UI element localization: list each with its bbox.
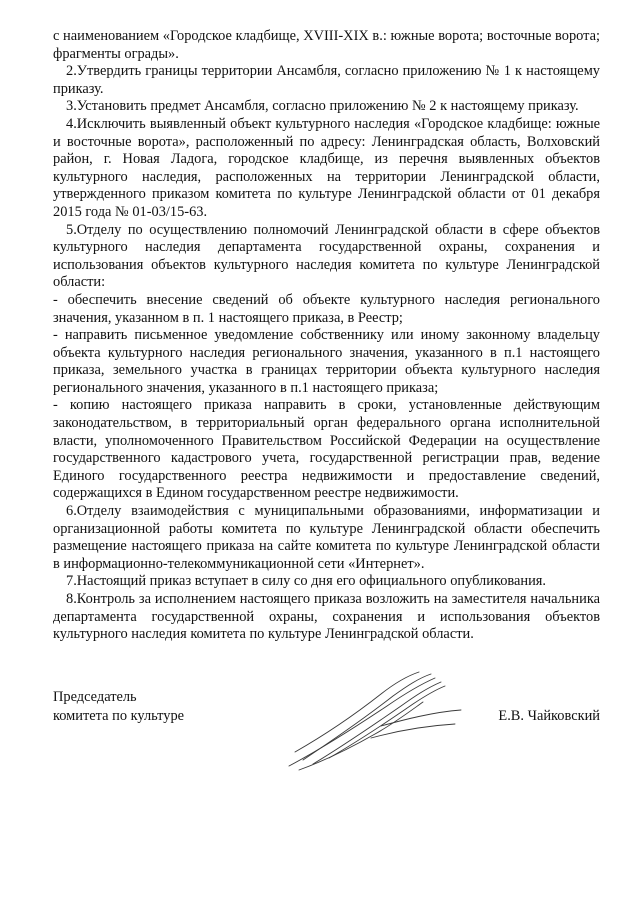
signatory-title-line1: Председатель xyxy=(53,689,137,705)
paragraph-subitem-register: - обеспечить внесение сведений об объекте культурного наследия регионального значения, указанном в п. 1 настоящего приказа, в Реестр; xyxy=(53,291,600,326)
paragraph-item-7: 7.Настоящий приказ вступает в силу со дня его официального опубликования. xyxy=(66,573,547,590)
paragraph-subitem-copy: - копию настоящего приказа направить в сроки, установленные действующим законодательством, в территориальный орган федерального органа исполнительной власти, уполномоченного Правительством Российской Федерации на осуществление государственного кадастрового учета, государственной регистрации прав, ведение Единого государственного реестра недвижимости и предоставление сведений, содержащихся в Едином государственном реестре недвижимости. xyxy=(53,397,600,502)
signatory-title-line2: комитета по культуре xyxy=(53,708,185,724)
paragraph-item-8: 8.Контроль за исполнением настоящего приказа возложить на заместителя начальника департамента государственной охраны, сохранения и использования объектов культурного наследия комитета по культуре Ленинградской области. xyxy=(53,591,600,643)
paragraph-item-5: 5.Отделу по осуществлению полномочий Ленинградской области в сфере объектов культурного наследия департамента государственной охраны, сохранения и использования объектов культурного наследия комитета по культуре Ленинградской области: xyxy=(53,221,600,291)
signatory-name: Е.В. Чайковский xyxy=(498,708,600,724)
paragraph-subitem-notify: - направить письменное уведомление собственнику или иному законному владельцу объекта культурного наследия регионального значения, указанного в п.1 настоящего приказа, земельного участка в границах территории объекта культурного наследия регионального значения, указанного в п.1 настоящего приказа; xyxy=(53,327,600,396)
paragraph-item-3: 3.Установить предмет Ансамбля, согласно приложению № 2 к настоящему приказу. xyxy=(66,98,579,115)
signature-block xyxy=(53,688,600,798)
paragraph-item-4: 4.Исключить выявленный объект культурного наследия «Городское кладбище: южные и восточные ворота», расположенный по адресу: Ленинградская область, Волховский район, г. Новая Ладога, городское кладбище, из перечня выявленных объектов культурного наследия, расположенных на территории Ленинградской области, утвержденного приказом комитета по культуре Ленинградской области от 01 декабря 2015 года № 01-03/15-63. xyxy=(53,115,600,220)
signatory-title xyxy=(53,688,184,726)
paragraph-item-6: 6.Отделу взаимодействия с муниципальными образованиями, информатизации и организационной работы комитета по культуре Ленинградской области обеспечить размещение настоящего приказа на сайте комитета по культуре Ленинградской области в информационно-телекоммуникационной сети «Интернет». xyxy=(53,503,600,572)
paragraph-ansamble-name: с наименованием «Городское кладбище, XVIII-XIX в.: южные ворота; восточные ворота; фрагменты ограды». xyxy=(53,28,600,62)
document-body xyxy=(53,28,600,644)
paragraph-item-2: 2.Утвердить границы территории Ансамбля, согласно приложению № 1 к настоящему приказу. xyxy=(53,63,600,97)
handwritten-signature xyxy=(283,666,473,776)
